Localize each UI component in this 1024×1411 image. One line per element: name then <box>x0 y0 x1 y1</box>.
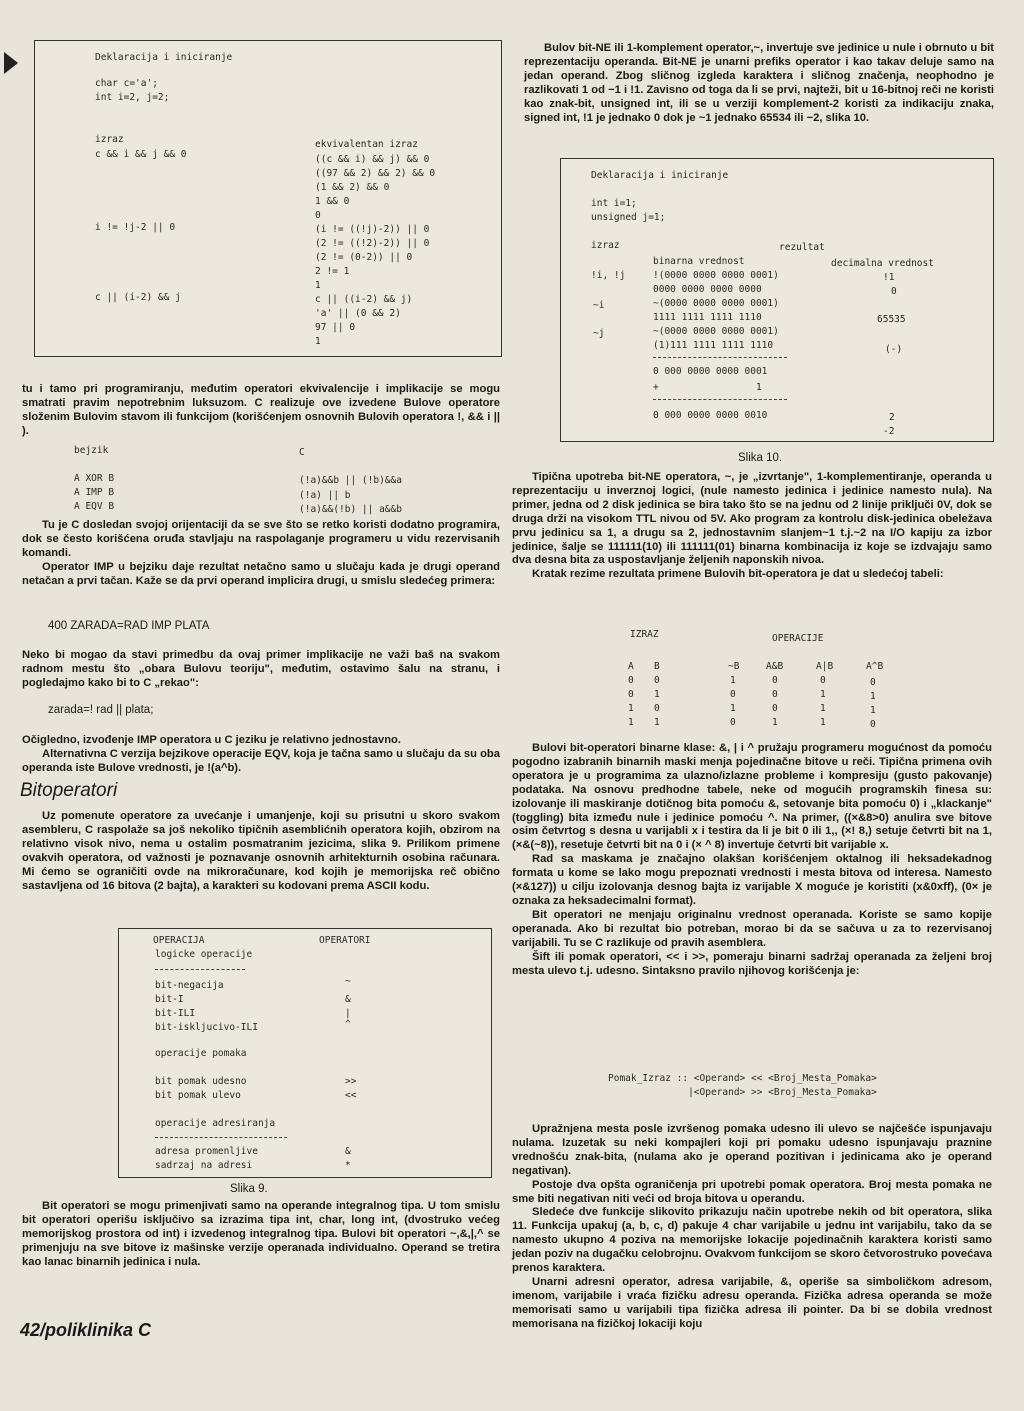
syntax-rule: Pomak_Izraz :: <Operand> << <Broj_Mesta_Pomaka> <box>608 1073 877 1084</box>
equiv-line: ((c && i) && j) && 0 <box>315 154 430 165</box>
expr: ~i <box>593 300 605 311</box>
equiv-line: 1 <box>315 336 321 347</box>
body-paragraph: Očigledno, izvođenje IMP operatora u C jeziku je relativno jednostavno. Alternativna C verzija bejzikove operacije EQV, koja je tačna samo u slučaju da su oba operanda iste Bulove vrednosti, je !(a^b). <box>22 734 500 774</box>
op-symbol: ^ <box>345 1019 351 1030</box>
table-cell: 0 <box>870 719 876 730</box>
header-ekvivalentan: ekvivalentan izraz <box>315 139 418 150</box>
op-symbol: & <box>345 1146 351 1157</box>
table-cell: 1 <box>628 703 634 714</box>
body-paragraph: Uz pomenute operatore za uvećanje i umanjenje, koji su prisutni u skoro svakom asembleru, C raspolaže sa još nekoliko tipičnih asemblićnih operatora kojih, obzirom na relativno visok nivo, nema u ostalim posmatranim jezicima, slika 9. Prilikom primene ovakvih operatora, od važnosti je poznavanje osnovnih arhitekturnih osobina računara. Mi ćemo se ograničiti ovde na mikroračunare, kod kojih je memorijska reč obično sastavljena od 16 bitova (2 bajta), a karakteri su kodovani prema ASCII kodu. <box>22 810 500 892</box>
table-cell: 1 <box>730 675 736 686</box>
op-symbol: >> <box>345 1076 357 1087</box>
divider <box>155 1137 287 1138</box>
expr-2: i != !j-2 || 0 <box>95 222 176 233</box>
expr-1: c && i && j && 0 <box>95 149 187 160</box>
figure-caption: Slika 10. <box>738 452 783 464</box>
equiv-line: 0 <box>315 210 321 221</box>
decimal: !1 <box>883 272 895 283</box>
table-cell: 0 <box>820 675 826 686</box>
divider <box>155 969 245 970</box>
group-label: logicke operacije <box>155 949 253 960</box>
equiv-line: 97 || 0 <box>315 322 356 333</box>
table-cell: 1 <box>820 717 826 728</box>
equiv-line: 'a' || (0 && 2) <box>315 308 401 319</box>
decimal: 2 <box>889 412 895 423</box>
bit-not-figure-box <box>560 158 994 442</box>
op-name: bit-negacija <box>155 980 224 991</box>
body-paragraph: Tu je C dosledan svojoj orijentaciji da se sve što se retko koristi dodatno programira, dok se često korišćena oruđa stavljaju na raspolaganje programeru u vidu rezervisanih komandi. Operator IMP u bejziku daje rezultat netačno samo u slučaju kada je drugi operand netačan a prvi tačan. Kaže se da prvi operand implicira drugi, u smislu sledećeg primera: <box>22 519 500 587</box>
equiv-line: 2 != 1 <box>315 266 350 277</box>
table-cell: 0 <box>628 689 634 700</box>
decl-line: int i=1; <box>591 198 637 209</box>
body-paragraph: Bulov bit-NE ili 1-komplement operator,~, invertuje sve jedinice u nule i obrnuto u bit reprezentaciju operanda. Bit-NE je unarni prefiks operator i kao takav deluje samo na jedan operand. Zbog sličnog izgleda karaktera i sličnog značenja, neophodno je razlikovati 1 od −1 i !1. Zavisno od toga da li se prvi, najteži, bit u 16-bitnoj reči ne koristi kao znak-bit, unsigned int, ili se u verziji komplement-2 koristi za indikaciju znaka, signed int, !1 je jednako 0 dok je ~1 jednako 65534 ili −2, slika 10. <box>524 42 994 124</box>
c-equivalent: (!a) || b <box>299 490 351 501</box>
col-label: A^B <box>866 661 884 672</box>
decl-line: unsigned j=1; <box>591 212 666 223</box>
truth-table <box>620 628 920 738</box>
col-label: B <box>654 661 660 672</box>
table-cell: 1 <box>820 703 826 714</box>
c-equivalent: (!a)&&b || (!b)&&a <box>299 475 402 486</box>
table-cell: 1 <box>654 689 660 700</box>
decimal: -2 <box>883 426 895 437</box>
equiv-line: ((97 && 2) && 2) && 0 <box>315 168 436 179</box>
equiv-line: 1 && 0 <box>315 196 350 207</box>
op-symbol: << <box>345 1090 357 1101</box>
divider <box>653 399 787 400</box>
equiv-line: 1 <box>315 280 321 291</box>
op-name: bit-I <box>155 994 184 1005</box>
op-name: adresa promenljive <box>155 1146 258 1157</box>
example-line: zarada=! rad || plata; <box>48 704 154 716</box>
bejzik-op: A EQV B <box>74 501 115 512</box>
col-label: A|B <box>816 661 834 672</box>
col-label: ~B <box>728 661 740 672</box>
box-title: Deklaracija i iniciranje <box>95 52 233 63</box>
op-name: sadrzaj na adresi <box>155 1160 253 1171</box>
col-header: OPERATORI <box>319 935 371 946</box>
section-heading: Bitoperatori <box>20 780 118 801</box>
body-paragraph: tu i tamo pri programiranju, međutim operatori ekvivalencije i implikacije se mogu smatrati pravim nepotrebnim luksuzom. C realizuje ove izvedene Bulove operatore složenim Bulovim stavom ili funkcijom (korišćenjem osnovnih Bulovih operatora !, && i || ). <box>22 383 500 437</box>
bejzik-op: A XOR B <box>74 473 115 484</box>
header-binarna: binarna vrednost <box>653 256 745 267</box>
expr: !i, !j <box>591 270 626 281</box>
sum-operand: + 1 <box>653 382 762 393</box>
table-cell: 1 <box>628 717 634 728</box>
table-cell: 1 <box>730 703 736 714</box>
binary: ~(0000 0000 0000 0001) <box>653 326 779 337</box>
op-name: bit-iskljucivo-ILI <box>155 1022 258 1033</box>
header-izraz: izraz <box>95 134 124 145</box>
equiv-line: (2 != (0-2)) || 0 <box>315 252 413 263</box>
table-cell: 0 <box>730 689 736 700</box>
syntax-rule: |<Operand> >> <Broj_Mesta_Pomaka> <box>608 1087 877 1098</box>
binary: 0000 0000 0000 0000 <box>653 284 762 295</box>
binary: 1111 1111 1111 1110 <box>653 312 762 323</box>
figure-caption: Slika 9. <box>230 1183 268 1195</box>
table-header: IZRAZ <box>630 629 659 640</box>
table-header: OPERACIJE <box>772 633 824 644</box>
col-label: A <box>628 661 634 672</box>
equiv-line: (1 && 2) && 0 <box>315 182 390 193</box>
operators-figure-box <box>118 928 492 1178</box>
binary: ~(0000 0000 0000 0001) <box>653 298 779 309</box>
op-symbol: | <box>345 1008 351 1019</box>
body-paragraph: Upražnjena mesta posle izvršenog pomaka udesno ili ulevo se najčešće ispunjavaju nulama. Izuzetak su neki kompajleri koji pri pomaku udesno ispunjavaju praznine vrednošću znak-bita, (nulama ako je operand pozitivan i jedinicama ako je operand negativan). Postoje dva opšta ograničenja pri upotrebi pomak operatora. Broj mesta pomaka ne sme biti negativan niti veći od broja bitova u operandu. Sledeće dve funkcije slikovito prikazuju način upotrebe nekih od bit operatora, slika 11. Funkcija upakuj (a, b, c, d) pakuje 4 char varijabile u jednu int varijabilu, tako da se namesto ukupno 4 poziva na memorijske lokacije pojedinačnih karaktera koristi samo jedan poziv na dugačku celobrojnu. Ovakvom funkcijom se skoro četvorostruko povećava prenos karaktera. Unarni adresni operator, adresa varijabile, &, operiše sa simboličkom adresom, imenom, varijabile i vraća fizičku adresu operanda. Fizička adresa operanda se može memorisati samo u varijabili tipa fizička adresa ili pointer. Da bi se dobila vrednost memorisana na fizičkoj lokaciji koju <box>512 1123 992 1330</box>
header-rezultat: rezultat <box>779 242 825 253</box>
op-name: bit pomak udesno <box>155 1076 247 1087</box>
equiv-line: c || ((i-2) && j) <box>315 294 413 305</box>
decimal: 65535 <box>877 314 906 325</box>
table-cell: 1 <box>870 691 876 702</box>
expr-3: c || (i-2) && j <box>95 292 181 303</box>
table-cell: 1 <box>772 717 778 728</box>
table-cell: 0 <box>772 689 778 700</box>
box-title: Deklaracija i iniciranje <box>591 170 729 181</box>
table-cell: 0 <box>772 675 778 686</box>
col-header: OPERACIJA <box>153 935 205 946</box>
table-cell: 0 <box>730 717 736 728</box>
bejzik-op: A IMP B <box>74 487 115 498</box>
decl-line: char c='a'; <box>95 78 158 89</box>
body-paragraph: Tipična upotreba bit-NE operatora, ~, je „izvrtanje", 1-komplementiranje, operanda u reprezentaciju u inverznoj logici, (nule namesto jedinica i jedinice namesto nula). Na primer, jedna od 2 disk jedinica se bira tako što se na jednu od 2 linije priključi 0V, dok se druga drži na visokom TTL nivou od 5V. Ako program za kontrolu disk-jedinica obeležava prvu jedinicu sa 1, a drugu sa 2, jednostavnim slanjem~1 t.j.~2 na I/O kapiju za izbor jedinice, šalje se 111111(10) ili 111111(01) binarna kombinacija iz koje se izdvajaju samo dva desna bita za uspostavljanje željenih naponskih nivoa. Kratak rezime rezultata primene Bulovih bit-operatora je dat u sledećoj tabeli: <box>512 471 992 581</box>
table-cell: 0 <box>654 703 660 714</box>
group-label: operacije pomaka <box>155 1048 247 1059</box>
sum-result: 0 000 0000 0000 0010 <box>653 410 768 421</box>
declaration-example-box <box>34 40 502 357</box>
col-label: A&B <box>766 661 784 672</box>
table-cell: 1 <box>820 689 826 700</box>
body-paragraph: Bulovi bit-operatori binarne klase: &, | i ^ pružaju programeru mogućnost da pomoću pogodno izabranih binarnih maski menja pojedinačne bitove u reči. Tipična primena ovih operatora je u programima za ulazno/izlazne probleme i kompresiju (gusto pakovanje) podataka. Na osnovu predhodne tabele, neke od mogućih programskih finesa su: izolovanje ili maskiranje dotičnog bita pomoću &, setovanje bita pomoću 0) i „klackanje" (toggling) bita između nule i jedinice pomoću ^. Na primer, ((×&8>0) anulira sve bitove osim četvrtog s desna u varijabli x i testira da li je bit 0 ili 1,, (×! 8,) setuje četvrti bit na 1, (×&(~8)), resetuje četvrti bit na 0 i (× ^ 8) invertuje četvrti bit varijable x. Rad sa maskama je značajno olakšan korišćenjem oktalnog ili heksadekadnog formata u kome se lako mogu prepoznati vrednosti i mesta bitova od interesa. Namesto (×&127)) u cilju izolovanja desnog bajta iz varijable X moguće je koristiti (x&0xff), (0× je oznaka za heksadecimalni format). Bit operatori ne menjaju originalnu vrednost operanada. Koriste se samo kopije operanada. Ako bi rezultat bio potreban, morao bi da se sačuva u za to rezervisanoj varijabili. Tu se C razlikuje od pravih asemblera. Šift ili pomak operatori, << i >>, pomeraju binarni sadržaj operanada za željeni broj mesta ulevo t.j. udesno. Sintaksno pravilo njihovog korišćenja je: <box>512 742 992 977</box>
op-symbol: ~ <box>345 976 351 987</box>
expr: ~j <box>593 328 605 339</box>
sum-operand: 0 000 0000 0000 0001 <box>653 366 768 377</box>
divider <box>653 357 787 358</box>
c-header: C <box>299 447 305 458</box>
table-cell: 1 <box>870 705 876 716</box>
table-cell: 0 <box>628 675 634 686</box>
example-line: 400 ZARADA=RAD IMP PLATA <box>48 620 210 632</box>
equiv-line: (i != ((!j)-2)) || 0 <box>315 224 430 235</box>
op-name: bit pomak ulevo <box>155 1090 241 1101</box>
body-paragraph: Bit operatori se mogu primenjivati samo na operande integralnog tipa. U tom smislu bit operatori operišu isključivo sa izrazima tipa int, char, long int, (dvostruko većeg memorijskog prostora od int) i izvedenog integralnog tipa. Bulovi bit operatori ~,&,|,^ se primenjuju na sve bitove iz mašinske verzije operanada individualno. Operand se tretira kao lanac binarnih jedinica i nula. <box>22 1200 500 1268</box>
table-cell: 1 <box>654 717 660 728</box>
body-paragraph: Neko bi mogao da stavi primedbu da ovaj primer implikacije ne važi baš na svakom radnom mestu što „obara Bulovu teoriju", međutim, ostavimo šalu na stranu, i pogledajmo kako bi to C „rekao": <box>22 649 500 689</box>
decl-line: int i=2, j=2; <box>95 92 170 103</box>
table-cell: 0 <box>772 703 778 714</box>
table-cell: 0 <box>870 677 876 688</box>
decimal: 0 <box>891 286 897 297</box>
op-name: bit-ILI <box>155 1008 196 1019</box>
decimal: (-) <box>885 344 903 355</box>
table-cell: 0 <box>654 675 660 686</box>
equiv-line: (2 != ((!2)-2)) || 0 <box>315 238 430 249</box>
op-symbol: & <box>345 994 351 1005</box>
page-marker-arrow <box>4 52 18 74</box>
bejzik-header: bejzik <box>74 445 109 456</box>
binary: (1)111 1111 1111 1110 <box>653 340 774 351</box>
c-equivalent: (!a)&&(!b) || a&&b <box>299 504 402 515</box>
group-label: operacije adresiranja <box>155 1118 276 1129</box>
op-symbol: * <box>345 1160 351 1171</box>
binary: !(0000 0000 0000 0001) <box>653 270 779 281</box>
header-izraz: izraz <box>591 240 620 251</box>
header-decimalna: decimalna vrednost <box>831 258 934 269</box>
page-footer: 42/poliklinika C <box>20 1320 152 1340</box>
